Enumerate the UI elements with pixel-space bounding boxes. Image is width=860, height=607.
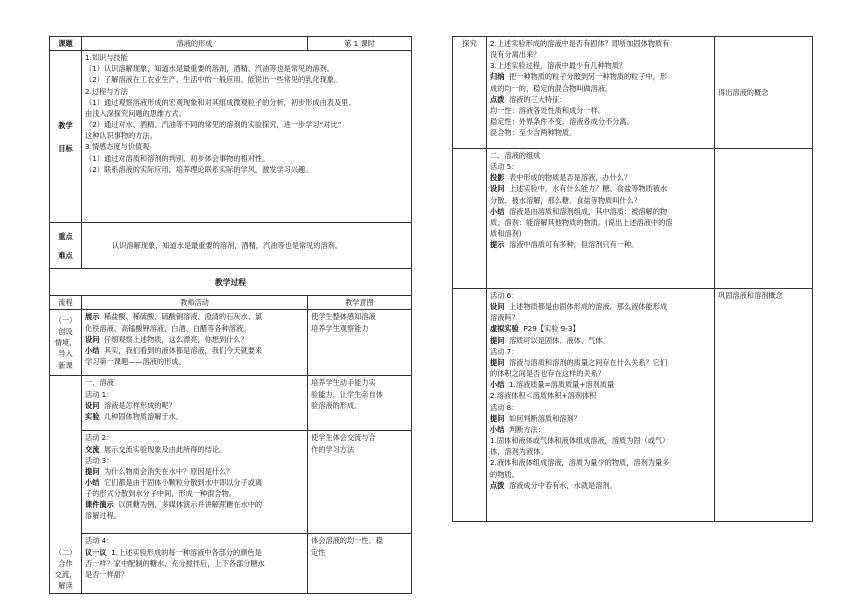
activity-text: 3.上述实验过程，溶液中最少有几种物质？ <box>490 61 627 71</box>
activity-text: 溶解过程。 <box>85 511 121 521</box>
keypoints-label: 重点 难点 <box>50 223 82 269</box>
judge-flow <box>453 289 487 522</box>
activity-text: 溶液吗？ <box>490 313 519 323</box>
activity-line <box>490 402 711 413</box>
composition-flow <box>453 149 487 289</box>
activity-text: 的物质。 <box>490 469 519 479</box>
composition-row <box>453 149 813 289</box>
block3-intent: 使学生体会交流与合 作的学习方法 <box>308 431 412 534</box>
process-columns-row <box>50 296 412 310</box>
activity-line <box>85 411 304 422</box>
activity-keyword: 实验 <box>85 411 100 421</box>
activity-line <box>490 335 711 346</box>
composition-intent <box>715 149 813 289</box>
goals-text: 1.知识与技能 （1）认识溶解现象，知道水是最重要的溶剂，酒精、汽油等也是常见的溶剂。 （2）了解溶液在工农业生产、生活中的一般应用。能说出一些常见的乳化现象。 2.过程与方法 （1）通过观察溶液形成的宏观现象和对其组成微观粒子的分析，初步形成由表及里、 由浅入深探究问题的思维方式。 （2）通过对水、酒精、汽油等不同的常见的溶剂的实验探究，进一步学习“对比” 这种认识事物的方法。 3.情感态度与价值观 （1）通过对溶质和溶剂的判别，初步体会事物的相对性。 （2）联系溶液的实际应用，培养理论联系实际的学风，激发学习兴趣。 <box>82 51 412 223</box>
activity-keyword: 交流 <box>85 444 100 454</box>
activity-text: 活动 2： <box>85 433 114 443</box>
block3-row <box>50 431 412 534</box>
judge-activities <box>487 289 715 522</box>
activity-text: 一、溶液 <box>85 378 114 388</box>
activity-text: 活动 6： <box>490 291 519 300</box>
activity-line <box>490 127 711 138</box>
activity-keyword: 归纳 <box>490 72 505 82</box>
activity-text: 混合物：至少含两种物质。 <box>490 128 577 138</box>
activity-text: 2.上述实验形成的溶液中是否有固体？即所加固体物质有 <box>490 39 670 48</box>
activity-line <box>490 195 711 206</box>
activity-text: 均一性：溶液各处性质和成分一样。 <box>490 105 606 115</box>
activity-keyword: 课件演示 <box>85 500 114 510</box>
activity-text: 展示交流实验现象及由此所得的结论。 <box>103 444 227 454</box>
activity-text: 活动 7： <box>490 346 519 356</box>
activity-text: 二、溶液的组成 <box>490 151 541 160</box>
activity-keyword: 设问 <box>490 302 505 312</box>
activity-line <box>490 83 711 94</box>
activity-line <box>490 71 711 82</box>
activity-text: 是否一样甜？ <box>85 569 129 579</box>
activity-line <box>85 455 304 466</box>
activity-line <box>85 345 304 356</box>
activity-text: 为什么物质会消失在水中？原因是什么？ <box>103 466 234 476</box>
activity-text: 没有分离出来？ <box>490 50 541 60</box>
activity-line <box>85 323 304 334</box>
activity-keyword: 议一议 <box>85 547 107 557</box>
activity-text: 几种固体物质溶解于水。 <box>103 411 184 421</box>
activity-line <box>85 477 304 488</box>
explore-label: 探究 <box>453 37 487 149</box>
activity-line <box>490 301 711 312</box>
col-teacher: 教师活动 <box>82 296 308 310</box>
activity-line <box>490 161 711 172</box>
activity-line <box>85 535 304 546</box>
activity-line <box>490 357 711 368</box>
activity-line <box>490 312 711 323</box>
activity-text: 溶液是怎样形成的呢？ <box>103 400 176 410</box>
explore-activities <box>487 37 715 149</box>
activity-line <box>490 435 711 446</box>
stage1-intent: 使学生整体感知溶液 培养学生观察能力 <box>308 310 412 376</box>
activity-keyword: 设问 <box>490 184 505 194</box>
activity-text: 否一样？家中配制的糖水，充分搅拌后，上下各部分糖水 <box>85 558 265 568</box>
activity-line <box>85 400 304 411</box>
activity-text: 1.溶液质量=溶质质量+溶剂质量 <box>508 380 615 390</box>
judge-row <box>453 289 813 522</box>
header-row <box>50 37 412 51</box>
block4-intent: 体会溶液的均一性、稳 定性 <box>308 534 412 594</box>
activity-line <box>490 60 711 71</box>
activity-line <box>490 413 711 424</box>
activity-line <box>85 569 304 580</box>
activity-keyword: 小结 <box>85 478 100 488</box>
activity-line <box>85 444 304 455</box>
activity-line <box>85 334 304 345</box>
activity-keyword: 提问 <box>490 357 505 367</box>
activity-line <box>490 290 711 301</box>
activity-line <box>490 346 711 357</box>
process-title: 教学过程 <box>50 269 412 296</box>
activity-text: 溶质可以是固体、液体、气体。 <box>508 335 610 345</box>
activity-keyword: 提问 <box>490 413 505 423</box>
activity-keyword: 提示 <box>490 240 505 250</box>
activity-text: 质和溶剂) <box>490 229 522 239</box>
activity-line <box>490 368 711 379</box>
block4-row <box>50 534 412 594</box>
activity-keyword: 小结 <box>490 380 505 390</box>
stage1-row <box>50 310 412 376</box>
activity-line <box>490 38 711 49</box>
activity-text: 溶液与溶质和溶剂的质量之间存在什么关系？它们 <box>508 357 668 367</box>
activity-text: 仔细观察上述物质，这么漂亮，你想到什么？ <box>103 334 248 344</box>
col-flow: 流程 <box>50 296 82 310</box>
activity-line <box>85 389 304 400</box>
activity-line <box>490 480 711 491</box>
activity-text: 溶液成分中若有水，水就是溶剂。 <box>508 480 617 490</box>
activity-text: 活动 4： <box>85 536 114 546</box>
goals-label: 教学 目标 <box>50 51 82 223</box>
judge-intent: 巩固溶液和溶剂概念 <box>715 289 813 522</box>
keypoints-row <box>50 223 412 269</box>
activity-line <box>85 432 304 443</box>
block2-row <box>50 376 412 431</box>
block2-intent: 培养学生动手能力实 验能力，让学生亲自体 验溶液的形成。 <box>308 376 412 431</box>
activity-line <box>85 510 304 521</box>
block2-activities <box>82 376 308 431</box>
stage2-label: （二） 合作 交流， 解读 <box>50 376 82 594</box>
activity-text: 稀盐酸、稀硫酸、硫酸铜溶液、澄清的石灰水、氯 <box>103 312 263 322</box>
col-intent: 教学意图 <box>308 296 412 310</box>
activity-text: 活动 1： <box>85 389 114 399</box>
activity-line <box>490 172 711 183</box>
topic-title: 溶液的形成 <box>82 37 308 51</box>
activity-keyword: 投影 <box>490 173 505 183</box>
activity-keyword: 提问 <box>85 466 100 476</box>
block4-activities <box>82 534 308 594</box>
activity-line <box>490 469 711 480</box>
stage1-activities <box>82 310 308 376</box>
activity-text: 溶液是由溶质和溶剂组成，其中溶质：被溶解的物 <box>508 206 668 216</box>
activity-line <box>490 217 711 228</box>
activity-text: 质；溶剂：能溶解其他物质的物质。(说出上述溶液中的溶 <box>490 217 673 227</box>
activity-line <box>490 116 711 127</box>
activity-text: 2.溶液体积＜溶质体积+溶剂体积 <box>490 391 597 401</box>
activity-line <box>490 105 711 116</box>
activity-text: 如何判断溶质和溶剂？ <box>508 413 581 423</box>
activity-line <box>490 228 711 239</box>
activity-line <box>490 206 711 217</box>
activity-line <box>85 466 304 477</box>
activity-line <box>85 488 304 499</box>
right-lesson-table <box>452 36 813 522</box>
activity-text: 活动 3： <box>85 455 114 465</box>
topic-label: 课题 <box>50 37 82 51</box>
activity-text: 成的均一的、稳定的混合物叫做溶液。 <box>490 83 613 93</box>
activity-line <box>490 94 711 105</box>
goals-row <box>50 51 412 223</box>
activity-text: 1.上述实验形成的每一种溶液中各部分的颜色是 <box>111 547 262 557</box>
activity-line <box>490 49 711 60</box>
activity-line <box>85 377 304 388</box>
activity-line <box>490 390 711 401</box>
activity-text: 表中形成的物质是否是溶液，办什么？ <box>508 173 632 183</box>
explore-row <box>453 37 813 149</box>
activity-text: 活动 5： <box>490 162 519 172</box>
activity-text: 溶液的三大特征： <box>508 94 567 104</box>
stage1-label: （一） 创设 情境， 导入 新课 <box>50 310 82 376</box>
activity-line <box>85 547 304 558</box>
activity-keyword: 虚拟实验 <box>490 324 519 334</box>
activity-line <box>490 457 711 468</box>
activity-keyword: 设问 <box>85 400 100 410</box>
period-label: 第 1 课时 <box>308 37 412 51</box>
left-lesson-table <box>49 36 412 594</box>
activity-line <box>85 356 304 367</box>
activity-text: 把一种物质的粒子分散到另一种物质的粒子中，形 <box>508 72 668 82</box>
activity-text: 溶液中溶质可有多种，但溶剂只有一种。 <box>508 240 639 250</box>
activity-text: 分散、被水溶解，那么糖、食盐等物质叫什么？ <box>490 195 641 205</box>
activity-line <box>490 323 711 334</box>
activity-line <box>490 446 711 457</box>
activity-text: 稳定性：外界条件不变，溶液各成分不分离。 <box>490 117 634 127</box>
activity-text: 1.固体和液体或气体和液体组成溶液，溶质为固（或气） <box>490 436 670 446</box>
activity-keyword: 小结 <box>490 424 505 434</box>
activity-text: 上述物质都是由固体形成的溶液，那么液体能形成 <box>508 302 668 312</box>
activity-text: 2.液体和液体组成溶液，溶质为量少的物质，溶剂为量多 <box>490 458 670 468</box>
activity-text: 上述实验中，水有什么能力？糖、食盐等物质被水 <box>508 184 668 194</box>
activity-text: 体，溶剂为液体。 <box>490 447 548 457</box>
activity-line <box>85 311 304 322</box>
activity-line <box>85 558 304 569</box>
activity-text: 它们都是由于固体小颗粒分散到水中即以分子或离 <box>103 478 263 488</box>
activity-text: 判断方法： <box>508 424 545 434</box>
activity-keyword: 点拨 <box>490 94 505 104</box>
explore-intent: 得出溶液的概念 <box>715 37 813 149</box>
activity-keyword: 小结 <box>490 206 505 216</box>
activity-text: 的体积之间是否也存在这样的关系？ <box>490 369 606 379</box>
activity-keyword: 点拨 <box>490 480 505 490</box>
activity-keyword: 设问 <box>85 334 100 344</box>
activity-text: 活动 8： <box>490 402 519 412</box>
activity-keyword: 提问 <box>490 335 505 345</box>
activity-text: 学习第一课题——溶液的形成。 <box>85 357 186 367</box>
process-title-row <box>50 269 412 296</box>
composition-activities <box>487 149 715 289</box>
activity-line <box>490 150 711 161</box>
activity-keyword: 展示 <box>85 312 100 322</box>
activity-text: P29【实验 9-3】 <box>523 324 580 334</box>
activity-line <box>490 239 711 250</box>
activity-line <box>490 424 711 435</box>
keypoints-text: 认识溶解现象，知道水是最重要的溶剂，酒精，汽油等也是常见的溶剂。 <box>82 223 412 269</box>
activity-text: 其实，我们看到的液体都是溶液，我们今天就要来 <box>103 345 263 355</box>
activity-line <box>490 379 711 390</box>
activity-line <box>490 183 711 194</box>
activity-text: 化铁溶液、高锰酸钾溶液、白酒、白醋等各种溶液。 <box>85 323 251 333</box>
activity-line <box>85 499 304 510</box>
block3-activities <box>82 431 308 534</box>
activity-text: 以蔗糖为例，多媒体演示并讲解蔗糖在水中的 <box>118 500 263 510</box>
activity-text: 子的形式分散到水分子中间，形成一种混合物。 <box>85 489 236 499</box>
activity-keyword: 小结 <box>85 345 100 355</box>
